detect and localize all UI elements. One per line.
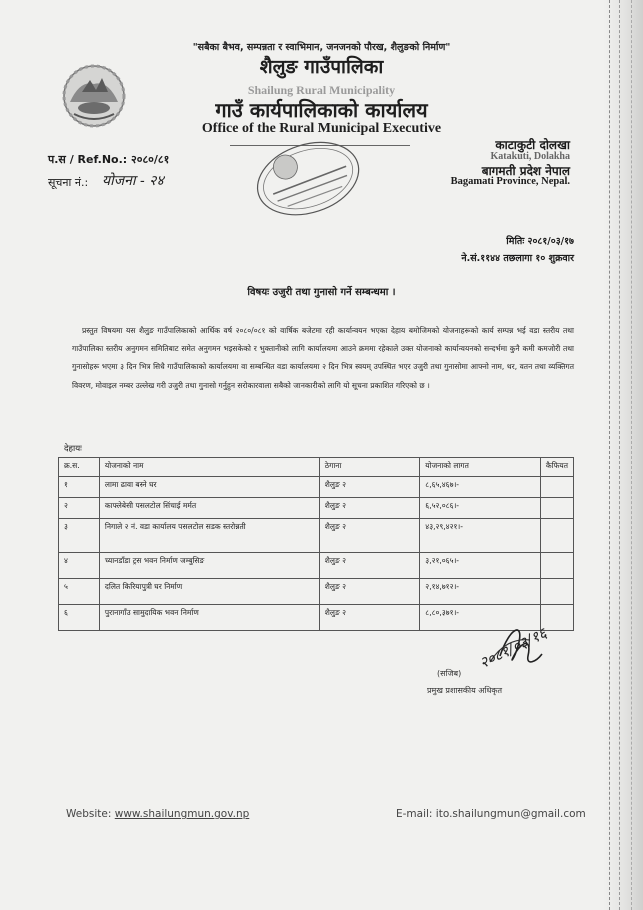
footer-email[interactable]: E-mail: ito.shailungmun@gmail.com — [396, 808, 586, 820]
cell-address: शैलुङ २ — [319, 605, 420, 631]
notice-number-handwritten: योजना - २४ — [102, 173, 164, 189]
cell-cost: ६,५२,०८६।- — [420, 498, 541, 519]
address-line2-np: बागमती प्रदेश नेपाल — [481, 164, 570, 178]
notice-number-label: सूचना नं.: — [48, 176, 89, 189]
cell-serial: २ — [59, 498, 100, 519]
cell-remarks — [540, 477, 573, 498]
address-line1-np: काटाकुटी दोलखा — [495, 138, 570, 152]
col-plan-name: योजनाको नाम — [99, 458, 319, 477]
notice-body: प्रस्तुत विषयमा यस शैलुङ गाउँपालिकाको आर्थिक वर्ष २०८०/०८१ को वार्षिक बजेटमा रही कार्यान्वयन भएका देहाय बमोजिमको योजनाहरूको कार्य सम्पन्न भई वडा स्तरीय तथा गाउँपालिका स्तरीय अनुगमन समितिबाट समेत अनुगमन भइसकेको र भुक्तानीको लागि कार्यालयमा आउने क्रममा रहेकाले उक्त योजनाको कार्यान्वयनको सन्दर्भमा कुनै कमी कमजोरी तथा गुनासोहरू भएमा ३ दिन भित्र सिधै गाउँपालिकाको कार्यालयमा वा सम्बन्धित वडा कार्यालयमा २ दिन भित्र स्वयम् उपस्थित भएर उजुरी तथा गुनासोमा आफ्नो नाम, थर, वतन तथा व्यक्तिगत विवरण, मोवाइल नम्बर उल्लेख गरी उजुरी तथा गुनासो गर्नुहुन सरोकारवाला सबैको जानकारीको लागि यो सूचना प्रकाशित गरिएको छ । — [72, 326, 574, 390]
cell-remarks — [540, 498, 573, 519]
cell-address: शैलुङ २ — [319, 579, 420, 605]
municipality-name-en: Shailung Rural Municipality — [247, 83, 396, 97]
scan-fold-line — [631, 0, 632, 910]
cell-plan-name: दलित किरियापुत्री घर निर्माण — [99, 579, 319, 605]
office-stamp — [250, 130, 370, 225]
cell-plan-name: लामा ढावा बस्ने घर — [99, 477, 319, 498]
cell-address: शैलुङ २ — [319, 477, 420, 498]
cell-cost: ८,६५,४६७।- — [420, 477, 541, 498]
office-name-np: गाउँ कार्यपालिकाको कार्यालय — [215, 98, 428, 122]
address-line1-en: Katakuti, Dolakha — [490, 151, 570, 162]
footer-website — [66, 808, 249, 820]
col-serial: क्र.स. — [59, 458, 100, 477]
signatory-name: (सजिब) — [437, 669, 462, 678]
col-remarks: कैफियत — [540, 458, 573, 477]
table-row — [59, 553, 574, 579]
table-row — [59, 579, 574, 605]
slogan: "सबैका बैभव, सम्पन्नता र स्वाभिमान, जनजनको पौरख, शैलुङको निर्माण" — [192, 42, 451, 53]
cell-address: शैलुङ २ — [319, 553, 420, 579]
cell-address: शैलुङ २ — [319, 519, 420, 553]
table-row — [59, 498, 574, 519]
cell-cost: २,१४,७१२।- — [420, 579, 541, 605]
signatory-title: प्रमुख प्रशासकीय अधिकृत — [427, 686, 503, 695]
cell-serial: ६ — [59, 605, 100, 631]
website-link[interactable]: www.shailungmun.gov.np — [114, 808, 250, 820]
office-name-en: Office of the Rural Municipal Executive — [201, 121, 442, 136]
reference-number: प.स / Ref.No.: २०८०/८१ — [48, 153, 170, 166]
cell-plan-name: च्यानडाँडा ट्रस भवन निर्माण जम्बुसिङ — [99, 553, 319, 579]
date-bs: मितिः २०८१/०३/१७ — [506, 236, 574, 247]
cell-plan-name: काफ्लेबेसी पसलटोल सिंचाई मर्मत — [99, 498, 319, 519]
cell-cost: ८,८०,३७१।- — [420, 605, 541, 631]
cell-remarks — [540, 579, 573, 605]
municipality-name-np: शैलुङ गाउँपालिका — [259, 56, 384, 78]
cell-remarks — [540, 519, 573, 553]
cell-remarks — [540, 553, 573, 579]
cell-plan-name: निगाले २ नं. वडा कार्यालय पसलटोल सडक स्तरोन्नती — [99, 519, 319, 553]
cell-serial: ४ — [59, 553, 100, 579]
cell-serial: ३ — [59, 519, 100, 553]
cell-serial: १ — [59, 477, 100, 498]
subject-line: विषयः उजुरी तथा गुनासो गर्ने सम्बन्धमा । — [247, 287, 396, 298]
signature-date-handwritten: २०८१/०३/१६ — [476, 624, 550, 673]
table-header-row — [59, 458, 574, 477]
table-row — [59, 477, 574, 498]
table-row — [59, 519, 574, 553]
cell-address: शैलुङ २ — [319, 498, 420, 519]
col-cost: योजनाको लागत — [420, 458, 541, 477]
address-line2-en: Bagamati Province, Nepal. — [450, 176, 570, 187]
cell-serial: ५ — [59, 579, 100, 605]
addressee-label: देहायः — [64, 444, 82, 454]
plans-table — [58, 457, 574, 631]
website-label: Website: — [66, 808, 112, 820]
cell-cost: ३,२१,०६५।- — [420, 553, 541, 579]
cell-plan-name: पुरानागाँउ सामुदायिक भवन निर्माण — [99, 605, 319, 631]
scan-fold-line — [609, 0, 610, 910]
cell-cost: ४३,२९,४२१।- — [420, 519, 541, 553]
date-nepal-sambat: ने.सं.११४४ तछलागा १० शुक्रवार — [461, 253, 574, 264]
col-address: ठेगाना — [319, 458, 420, 477]
scan-fold-line — [619, 0, 620, 910]
